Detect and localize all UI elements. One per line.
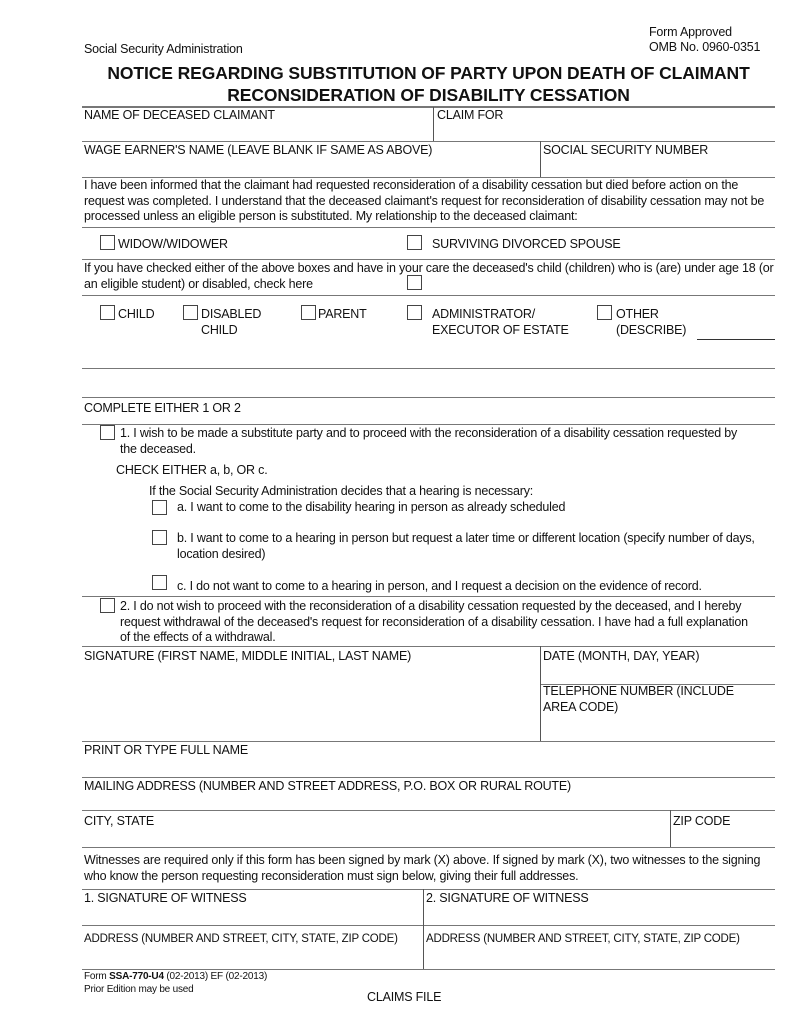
other-describe-line[interactable] xyxy=(697,339,775,340)
divider xyxy=(433,107,434,141)
other-checkbox[interactable] xyxy=(597,305,612,320)
complete-heading: COMPLETE EITHER 1 OR 2 xyxy=(84,401,241,415)
form-approved: Form Approved xyxy=(649,25,732,39)
form-id: SSA-770-U4 xyxy=(109,971,164,982)
widow-checkbox[interactable] xyxy=(100,235,115,250)
divider xyxy=(670,810,671,847)
phone-label-2: AREA CODE) xyxy=(543,700,619,714)
option-1-text: 1. I wish to be made a substitute party and to proceed with the reconsideration of a disability cessation requested by the deceased. xyxy=(120,426,738,456)
divider xyxy=(82,295,775,296)
child-label: CHILD xyxy=(118,307,155,321)
disabled-child-checkbox[interactable] xyxy=(183,305,198,320)
divider xyxy=(82,227,775,228)
child-care-note: If you have checked either of the above boxes and have in your care the deceased's child (children) who is (are) under age 18 (or an eligible student) or disabled, check here xyxy=(84,261,774,291)
hearing-intro: If the Social Security Administration decides that a hearing is necessary: xyxy=(149,484,534,498)
witness-2-signature-label: 2. SIGNATURE OF WITNESS xyxy=(426,891,589,905)
divider xyxy=(82,424,775,425)
agency-name: Social Security Administration xyxy=(84,42,243,56)
divider xyxy=(82,777,775,778)
option-a-checkbox[interactable] xyxy=(152,500,167,515)
other-label: OTHER xyxy=(616,307,659,321)
witness-1-signature-label: 1. SIGNATURE OF WITNESS xyxy=(84,891,247,905)
administrator-label: ADMINISTRATOR/ xyxy=(432,307,535,321)
option-2-checkbox[interactable] xyxy=(100,598,115,613)
divider xyxy=(423,889,424,969)
other-label-2: (DESCRIBE) xyxy=(616,323,687,337)
claims-file-label: CLAIMS FILE xyxy=(367,990,442,1004)
claim-for-label: CLAIM FOR xyxy=(437,108,504,122)
parent-checkbox[interactable] xyxy=(301,305,316,320)
option-b-checkbox[interactable] xyxy=(152,530,167,545)
divider xyxy=(82,847,775,848)
divider xyxy=(82,741,775,742)
divorced-spouse-label: SURVIVING DIVORCED SPOUSE xyxy=(432,237,621,251)
divider xyxy=(82,596,775,597)
divider xyxy=(82,259,775,260)
zip-label: ZIP CODE xyxy=(673,814,731,828)
check-heading: CHECK EITHER a, b, OR c. xyxy=(116,463,268,477)
divider xyxy=(540,646,541,741)
widow-label: WIDOW/WIDOWER xyxy=(118,237,228,251)
wage-earner-label: WAGE EARNER'S NAME (LEAVE BLANK IF SAME AS ABOVE) xyxy=(84,143,433,157)
form-subtitle: RECONSIDERATION OF DISABILITY CESSATION xyxy=(227,85,630,105)
form-edition: (02-2013) EF (02-2013) xyxy=(166,971,268,982)
divider xyxy=(82,397,775,398)
signature-label: SIGNATURE (FIRST NAME, MIDDLE INITIAL, LAST NAME) xyxy=(84,649,412,663)
disabled-child-label-2: CHILD xyxy=(201,323,238,337)
date-label: DATE (MONTH, DAY, YEAR) xyxy=(543,649,700,663)
disabled-child-label: DISABLED xyxy=(201,307,262,321)
divider xyxy=(82,368,775,369)
child-care-checkbox[interactable] xyxy=(407,275,422,290)
witness-1-address-label: ADDRESS (NUMBER AND STREET, CITY, STATE, ZIP CODE) xyxy=(84,933,398,945)
form-title: NOTICE REGARDING SUBSTITUTION OF PARTY UPON DEATH OF CLAIMANT xyxy=(107,63,750,83)
divider xyxy=(82,889,775,890)
divider xyxy=(82,141,775,142)
mailing-address-label: MAILING ADDRESS (NUMBER AND STREET ADDRESS, P.O. BOX OR RURAL ROUTE) xyxy=(84,779,571,793)
divider xyxy=(540,141,541,177)
divorced-spouse-checkbox[interactable] xyxy=(407,235,422,250)
omb-number: OMB No. 0960-0351 xyxy=(649,40,761,54)
full-name-label: PRINT OR TYPE FULL NAME xyxy=(84,743,248,757)
administrator-label-2: EXECUTOR OF ESTATE xyxy=(432,323,569,337)
parent-label: PARENT xyxy=(318,307,367,321)
option-c-checkbox[interactable] xyxy=(152,575,167,590)
divider xyxy=(82,646,775,647)
city-state-label: CITY, STATE xyxy=(84,814,155,828)
deceased-name-label: NAME OF DECEASED CLAIMANT xyxy=(84,108,275,122)
administrator-checkbox[interactable] xyxy=(407,305,422,320)
phone-label: TELEPHONE NUMBER (INCLUDE xyxy=(543,684,734,698)
form-number xyxy=(84,970,267,983)
divider xyxy=(82,925,775,926)
form-prefix: Form xyxy=(84,971,107,982)
child-checkbox[interactable] xyxy=(100,305,115,320)
witness-2-address-label: ADDRESS (NUMBER AND STREET, CITY, STATE, ZIP CODE) xyxy=(426,933,740,945)
ssn-label: SOCIAL SECURITY NUMBER xyxy=(543,143,709,157)
option-c-text: c. I do not want to come to a hearing in person, and I request a decision on the evidence of record. xyxy=(177,579,702,593)
option-b-text: b. I want to come to a hearing in person but request a later time or different location (specify number of days, location desired) xyxy=(177,531,755,561)
option-a-text: a. I want to come to the disability hearing in person as already scheduled xyxy=(177,500,566,514)
statement-text: I have been informed that the claimant had requested reconsideration of a disability cessation but died before action on the request was completed. I understand that the deceased claimant's request for reconsideration of disability cessation may not be processed unless an eligible person is substituted. My relationship to the deceased claimant: xyxy=(84,178,765,223)
prior-edition: Prior Edition may be used xyxy=(84,984,194,995)
witness-note: Witnesses are required only if this form has been signed by mark (X) above. If signed by mark (X), two witnesses to the signing who know the person requesting reconsideration must sign below, giving their full addresses. xyxy=(84,853,761,883)
divider xyxy=(82,810,775,811)
option-2-text: 2. I do not wish to proceed with the reconsideration of a disability cessation requested by the deceased, and I hereby request withdrawal of the deceased's request for reconsideration of a disability cessation. I have had a full explanation of the effects of a withdrawal. xyxy=(120,599,748,644)
